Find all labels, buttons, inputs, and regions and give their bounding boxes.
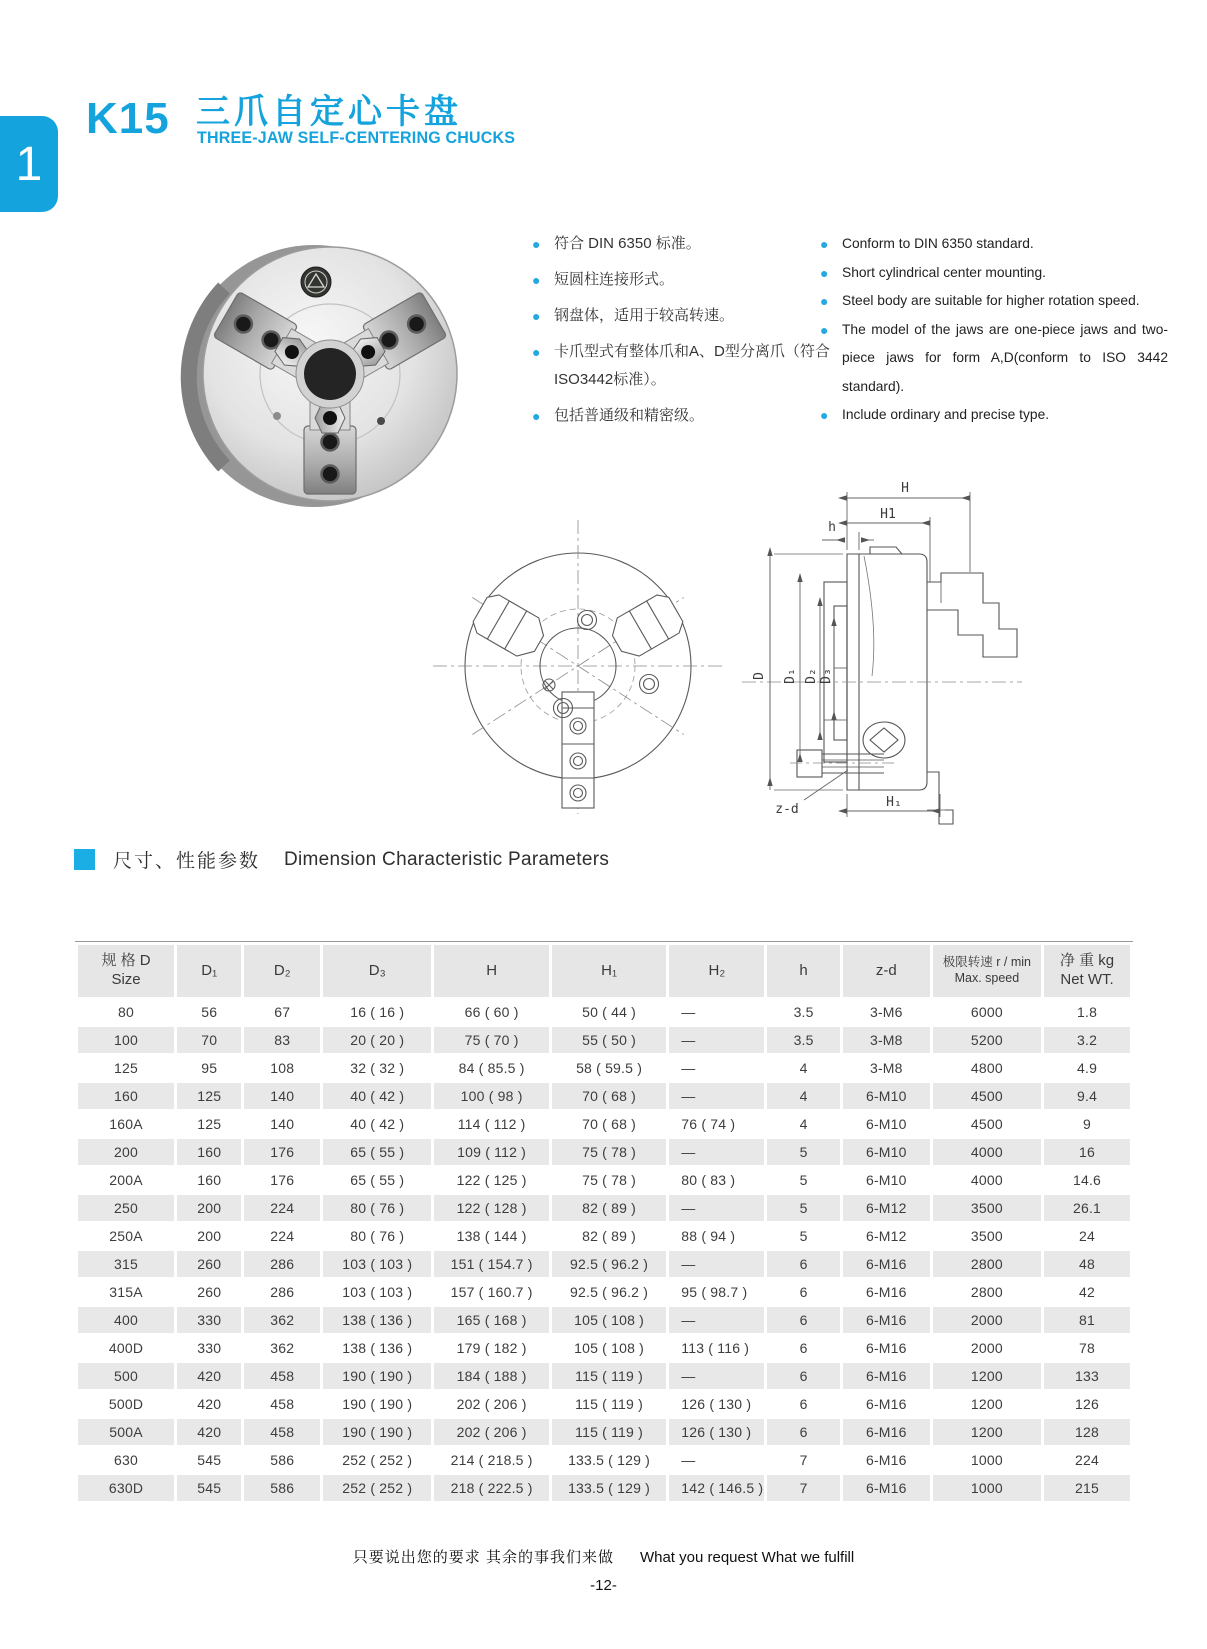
table-cell: 88 ( 94 ) (681, 1228, 736, 1244)
footer-slogan-en: What you request What we fulfill (639, 1549, 855, 1566)
table-cell: 76 ( 74 ) (681, 1116, 736, 1132)
table-cell: 1200 (933, 1419, 1041, 1445)
table-cell: 362 (270, 1340, 295, 1356)
table-cell: 5 (799, 1228, 808, 1244)
section-marker-icon (74, 849, 95, 870)
dim-label-D: D (752, 672, 767, 680)
side-view-dimension-labels (752, 481, 909, 817)
bullet-icon: ● (820, 321, 829, 338)
table-cell: 125 (197, 1116, 222, 1132)
column-header: H (434, 945, 548, 997)
table-cell: 6-M10 (865, 1116, 907, 1132)
footer-slogan (0, 1546, 1207, 1567)
bullet-icon: ● (532, 236, 541, 252)
table-cell: 330 (177, 1307, 241, 1333)
table-cell: 6-M16 (843, 1307, 930, 1333)
table-cell: 16 (1044, 1139, 1130, 1165)
bullet-icon: ● (820, 407, 829, 423)
table-cell: 26.1 (1044, 1195, 1130, 1221)
table-cell: 420 (177, 1363, 241, 1389)
table-cell: 6-M10 (843, 1083, 930, 1109)
table-cell: 286 (244, 1251, 320, 1277)
feature-text: 包括普通级和精密级。 (554, 407, 705, 424)
table-cell: 24 (1079, 1228, 1096, 1244)
column-header: z-d (843, 945, 930, 997)
column-header: 极限转速 r / min Max. speed (933, 945, 1041, 997)
table-cell: — (681, 1060, 696, 1076)
table-cell: 80 (118, 1004, 135, 1020)
table-row (78, 1027, 1130, 1053)
column-header: D₃ (323, 945, 431, 997)
table-row (78, 1111, 1130, 1137)
table-cell: — (669, 1027, 764, 1053)
table-cell: 70 ( 68 ) (582, 1116, 637, 1132)
table-cell: 545 (197, 1452, 222, 1468)
table-cell: 50 ( 44 ) (582, 1004, 637, 1020)
table-cell: 200 (177, 1195, 241, 1221)
table-cell: 151 ( 154.7 ) (434, 1251, 548, 1277)
table-cell: 6-M16 (843, 1251, 930, 1277)
table-cell: 140 (270, 1116, 295, 1132)
table-cell: 138 ( 136 ) (342, 1340, 413, 1356)
table-cell: 315A (109, 1284, 143, 1300)
table-cell: 6 (767, 1307, 840, 1333)
table-cell: 6-M16 (843, 1363, 930, 1389)
table-cell: 1000 (933, 1475, 1041, 1501)
table-cell: 1200 (933, 1363, 1041, 1389)
table-cell: 78 (1079, 1340, 1096, 1356)
table-row (78, 1447, 1130, 1473)
table-cell: 6 (799, 1396, 808, 1412)
table-cell: 2800 (933, 1251, 1041, 1277)
table-cell: 9.4 (1044, 1083, 1130, 1109)
column-header: H₁ (552, 945, 666, 997)
page-number: -12- (590, 1577, 617, 1594)
bullet-icon: ● (532, 408, 541, 424)
chapter-tab (0, 116, 58, 212)
table-cell: 16 ( 16 ) (350, 1004, 405, 1020)
feature-item (820, 316, 1168, 402)
table-cell: 4800 (970, 1060, 1003, 1076)
table-cell: 500D (108, 1396, 144, 1412)
table-cell: 160 (177, 1139, 241, 1165)
table-cell: 6 (767, 1419, 840, 1445)
dim-label-H: H (901, 481, 909, 496)
table-cell: 6-M16 (865, 1452, 907, 1468)
dim-label-h: h (828, 520, 836, 535)
table-cell: 3-M8 (869, 1060, 903, 1076)
table-cell: 500 (78, 1363, 174, 1389)
table-cell: 105 ( 108 ) (552, 1307, 666, 1333)
table-cell: 2000 (933, 1307, 1041, 1333)
table-cell: 200A (109, 1172, 143, 1188)
column-header: D₁ (177, 945, 241, 997)
column-header: 规 格 D Size (78, 945, 174, 997)
table-header-row (78, 945, 1130, 997)
table-cell: 330 (197, 1340, 222, 1356)
column-header: D₂ (244, 945, 320, 997)
table-cell: 3-M8 (843, 1027, 930, 1053)
table-cell: 20 ( 20 ) (323, 1027, 431, 1053)
column-header: h (767, 945, 840, 997)
dimension-table-wrap (75, 941, 1133, 1503)
feature-item (532, 302, 838, 330)
table-cell: 133 (1044, 1363, 1130, 1389)
table-cell: 176 (270, 1172, 295, 1188)
table-cell: 32 ( 32 ) (350, 1060, 405, 1076)
table-cell: 128 (1044, 1419, 1130, 1445)
drawing-side-view (712, 432, 1147, 832)
table-cell: 133.5 ( 129 ) (552, 1475, 666, 1501)
table-cell: 4.9 (1077, 1060, 1098, 1076)
table-cell: 458 (244, 1363, 320, 1389)
table-cell: 2000 (970, 1340, 1003, 1356)
table-cell: 6000 (970, 1004, 1003, 1020)
model-code: K15 (86, 94, 170, 143)
feature-item (820, 401, 1168, 430)
section-header (74, 846, 609, 873)
feature-item (532, 402, 838, 430)
table-cell: — (681, 1452, 696, 1468)
table-cell: 140 (244, 1083, 320, 1109)
table-cell: 48 (1044, 1251, 1130, 1277)
table-cell: 6-M16 (843, 1475, 930, 1501)
table-cell: 82 ( 89 ) (582, 1228, 637, 1244)
table-cell: 40 ( 42 ) (350, 1116, 405, 1132)
bullet-icon: ● (532, 344, 541, 360)
table-cell: 160A (109, 1116, 143, 1132)
table-cell: 55 ( 50 ) (552, 1027, 666, 1053)
table-cell: 586 (244, 1475, 320, 1501)
table-cell: 500A (78, 1419, 174, 1445)
table-cell: 1200 (970, 1396, 1003, 1412)
table-cell: 545 (177, 1475, 241, 1501)
table-cell: 125 (114, 1060, 139, 1076)
table-cell: 100 ( 98 ) (434, 1083, 548, 1109)
table-cell: 6 (767, 1363, 840, 1389)
table-cell: 92.5 ( 96.2 ) (570, 1284, 649, 1300)
table-cell: 70 ( 68 ) (552, 1083, 666, 1109)
table-cell: 252 ( 252 ) (323, 1475, 431, 1501)
table-cell: — (669, 1307, 764, 1333)
table-cell: 630D (78, 1475, 174, 1501)
table-cell: 100 (78, 1027, 174, 1053)
table-cell: 66 ( 60 ) (464, 1004, 519, 1020)
table-row (78, 1167, 1130, 1193)
table-cell: 65 ( 55 ) (350, 1172, 405, 1188)
table-cell: 6-M12 (843, 1195, 930, 1221)
table-row (78, 1055, 1130, 1081)
front-view-bottom-jaw (562, 692, 594, 808)
table-cell: 9 (1083, 1116, 1092, 1132)
table-cell: 190 ( 190 ) (323, 1419, 431, 1445)
table-cell: 80 ( 76 ) (350, 1228, 405, 1244)
table-cell: 5200 (933, 1027, 1041, 1053)
table-row (78, 1363, 1130, 1389)
table-cell: 95 (201, 1060, 218, 1076)
table-cell: 400 (78, 1307, 174, 1333)
table-cell: 4 (767, 1083, 840, 1109)
table-cell: 214 ( 218.5 ) (450, 1452, 533, 1468)
table-row (78, 1279, 1130, 1305)
table-cell: 315 (78, 1251, 174, 1277)
table-cell: 252 ( 252 ) (342, 1452, 413, 1468)
table-cell: 160 (78, 1083, 174, 1109)
feature-item (532, 230, 838, 258)
column-header: H₂ (669, 945, 764, 997)
table-cell: 114 ( 112 ) (457, 1116, 526, 1132)
feature-text: Steel body are suitable for higher rotation speed. (842, 293, 1140, 308)
table-cell: 4 (799, 1116, 808, 1132)
feature-text: 卡爪型式有整体爪和A、D型分离爪（符合 ISO3442标准）。 (554, 343, 830, 388)
table-cell: 260 (197, 1284, 222, 1300)
feature-text: Include ordinary and precise type. (842, 407, 1050, 422)
table-cell: 103 ( 103 ) (342, 1284, 413, 1300)
table-cell: 133.5 ( 129 ) (568, 1452, 651, 1468)
table-cell: 224 (1075, 1452, 1100, 1468)
table-cell: 6 (799, 1340, 808, 1356)
product-photo-chuck (148, 216, 498, 510)
table-cell: 286 (270, 1284, 295, 1300)
table-cell: 5 (799, 1172, 808, 1188)
feature-item (820, 259, 1168, 288)
table-cell: 218 ( 222.5 ) (434, 1475, 548, 1501)
table-cell: 65 ( 55 ) (323, 1139, 431, 1165)
table-cell: 82 ( 89 ) (552, 1195, 666, 1221)
table-cell: 400D (108, 1340, 144, 1356)
table-cell: 42 (1079, 1284, 1096, 1300)
table-cell: 70 (177, 1027, 241, 1053)
feature-text: Short cylindrical center mounting. (842, 264, 1046, 280)
table-body (78, 999, 1130, 1501)
section-title-cn: 尺寸、性能参数 (113, 851, 261, 872)
table-cell: 113 ( 116 ) (681, 1340, 750, 1356)
table-cell: 215 (1044, 1475, 1130, 1501)
table-cell: 420 (197, 1396, 222, 1412)
table-cell: 200 (197, 1228, 222, 1244)
table-cell: 190 ( 190 ) (323, 1363, 431, 1389)
table-cell: 84 ( 85.5 ) (458, 1060, 525, 1076)
table-row (78, 1391, 1130, 1417)
feature-item (532, 338, 838, 394)
dim-label-H1: H1 (880, 507, 896, 522)
drawing-front-view (425, 496, 755, 826)
table-cell: 3.5 (793, 1004, 814, 1020)
dim-label-D1: D₁ (783, 668, 798, 684)
table-cell: 56 (201, 1004, 218, 1020)
table-cell: 200 (78, 1139, 174, 1165)
table-cell: 4000 (970, 1172, 1003, 1188)
table-cell: 115 ( 119 ) (552, 1363, 666, 1389)
table-cell: 115 ( 119 ) (575, 1396, 643, 1412)
table-cell: 75 ( 78 ) (582, 1172, 637, 1188)
table-cell: — (669, 1363, 764, 1389)
feature-text: The model of the jaws are one-piece jaws and two-piece jaws for form A,D(conform to ISO 3442 standard). (842, 321, 1168, 394)
chapter-number: 1 (15, 137, 43, 191)
feature-item (820, 230, 1168, 259)
table-cell: 80 ( 76 ) (323, 1195, 431, 1221)
table-cell: 109 ( 112 ) (434, 1139, 548, 1165)
table-cell: 1000 (970, 1452, 1003, 1468)
table-cell: 420 (177, 1419, 241, 1445)
table-cell: 6-M10 (865, 1172, 907, 1188)
table-cell: 81 (1044, 1307, 1130, 1333)
table-cell: 7 (767, 1475, 840, 1501)
table-cell: 165 ( 168 ) (434, 1307, 548, 1333)
table-cell: 630 (114, 1452, 139, 1468)
table-cell: 458 (270, 1396, 295, 1412)
table-cell: — (669, 1251, 764, 1277)
table-cell: 250A (109, 1228, 143, 1244)
table-cell: 108 (270, 1060, 295, 1076)
table-cell: 3.2 (1044, 1027, 1130, 1053)
table-row (78, 1307, 1130, 1333)
table-cell: 6-M12 (865, 1228, 907, 1244)
table-cell: 75 ( 70 ) (434, 1027, 548, 1053)
table-cell: 3500 (970, 1228, 1003, 1244)
table-row (78, 1251, 1130, 1277)
table-cell: — (681, 1004, 696, 1020)
table-cell: 122 ( 125 ) (456, 1172, 527, 1188)
table-cell: 260 (177, 1251, 241, 1277)
table-cell: 250 (78, 1195, 174, 1221)
table-cell: 4500 (933, 1083, 1041, 1109)
footer-slogan-cn: 只要说出您的要求 其余的事我们来做 (352, 1549, 614, 1566)
brand-badge (301, 267, 331, 297)
dim-label-D3: D₃ (819, 668, 834, 684)
table-cell: 6-M16 (843, 1419, 930, 1445)
table-cell: 176 (244, 1139, 320, 1165)
table-cell: 1.8 (1077, 1004, 1098, 1020)
table-row (78, 1475, 1130, 1501)
table-cell: — (669, 1139, 764, 1165)
table-cell: 5 (767, 1139, 840, 1165)
table-cell: 4 (799, 1060, 808, 1076)
feature-text: 符合 DIN 6350 标准。 (554, 235, 701, 252)
table-cell: 224 (270, 1228, 295, 1244)
table-row (78, 1139, 1130, 1165)
page-title-cn: 三爪自定心卡盘 (196, 93, 462, 131)
table-cell: 142 ( 146.5 ) (669, 1475, 764, 1501)
table-cell: 40 ( 42 ) (323, 1083, 431, 1109)
table-cell: 115 ( 119 ) (552, 1419, 666, 1445)
table-cell: 4500 (970, 1116, 1003, 1132)
table-cell: 6 (799, 1284, 808, 1300)
table-cell: 3-M6 (869, 1004, 903, 1020)
section-title-en: Dimension Characteristic Parameters (284, 848, 610, 870)
table-cell: 103 ( 103 ) (323, 1251, 431, 1277)
table-cell: 5 (767, 1195, 840, 1221)
table-cell: 202 ( 206 ) (456, 1396, 527, 1412)
table-cell: 67 (274, 1004, 291, 1020)
table-cell: 105 ( 108 ) (574, 1340, 645, 1356)
table-cell: 3.5 (767, 1027, 840, 1053)
dimension-table (75, 943, 1133, 1503)
feature-item (820, 287, 1168, 316)
table-cell: 6-M16 (865, 1396, 907, 1412)
table-cell: 458 (244, 1419, 320, 1445)
table-cell: 224 (244, 1195, 320, 1221)
table-cell: 7 (799, 1452, 808, 1468)
feature-text: Conform to DIN 6350 standard. (842, 236, 1034, 251)
dim-label-zd: z-d (775, 802, 799, 817)
bullet-icon: ● (820, 293, 829, 309)
table-row (78, 1083, 1130, 1109)
chuck-center-hole (304, 348, 356, 400)
table-cell: 125 (177, 1083, 241, 1109)
table-cell: 157 ( 160.7 ) (450, 1284, 533, 1300)
feature-text: 短圆柱连接形式。 (554, 271, 675, 288)
table-row (78, 1223, 1130, 1249)
table-cell: 122 ( 128 ) (434, 1195, 548, 1221)
table-cell: 92.5 ( 96.2 ) (552, 1251, 666, 1277)
bullet-icon: ● (820, 236, 829, 252)
table-cell: 6-M10 (843, 1139, 930, 1165)
table-cell: 190 ( 190 ) (342, 1396, 413, 1412)
table-cell: 184 ( 188 ) (434, 1363, 548, 1389)
table-cell: 3500 (933, 1195, 1041, 1221)
table-cell: 14.6 (1073, 1172, 1102, 1188)
table-cell: 58 ( 59.5 ) (576, 1060, 643, 1076)
table-row (78, 1419, 1130, 1445)
table-cell: 202 ( 206 ) (434, 1419, 548, 1445)
table-cell: 586 (270, 1452, 295, 1468)
table-cell: — (669, 1195, 764, 1221)
table-row (78, 1335, 1130, 1361)
feature-list-cn (532, 230, 838, 438)
feature-item (532, 266, 838, 294)
table-cell: 4000 (933, 1139, 1041, 1165)
table-cell: 138 ( 136 ) (323, 1307, 431, 1333)
page-title-en: THREE-JAW SELF-CENTERING CHUCKS (197, 129, 516, 147)
table-cell: 179 ( 182 ) (456, 1340, 527, 1356)
table-cell: 160 (197, 1172, 222, 1188)
table-cell: 80 ( 83 ) (681, 1172, 736, 1188)
table-row (78, 999, 1130, 1025)
bullet-icon: ● (820, 264, 829, 281)
table-cell: 83 (244, 1027, 320, 1053)
table-cell: 126 (1075, 1396, 1100, 1412)
table-cell: 75 ( 78 ) (552, 1139, 666, 1165)
bullet-icon: ● (532, 272, 541, 288)
table-cell: 126 ( 130 ) (681, 1396, 752, 1412)
table-cell: 95 ( 98.7 ) (681, 1284, 748, 1300)
bullet-icon: ● (532, 308, 541, 324)
table-cell: 6 (767, 1251, 840, 1277)
table-cell: — (669, 1083, 764, 1109)
table-cell: 2800 (970, 1284, 1003, 1300)
feature-list-en (820, 230, 1168, 430)
column-header: 净 重 kg Net WT. (1044, 945, 1130, 997)
table-row (78, 1195, 1130, 1221)
table-cell: 362 (244, 1307, 320, 1333)
dim-label-H1-bottom: H₁ (886, 795, 902, 810)
table-cell: 126 ( 130 ) (669, 1419, 764, 1445)
table-cell: 6-M16 (865, 1284, 907, 1300)
feature-text: 钢盘体，适用于较高转速。 (554, 307, 735, 324)
table-cell: 6-M16 (865, 1340, 907, 1356)
dim-label-D2: D₂ (804, 668, 819, 684)
table-cell: 138 ( 144 ) (456, 1228, 527, 1244)
